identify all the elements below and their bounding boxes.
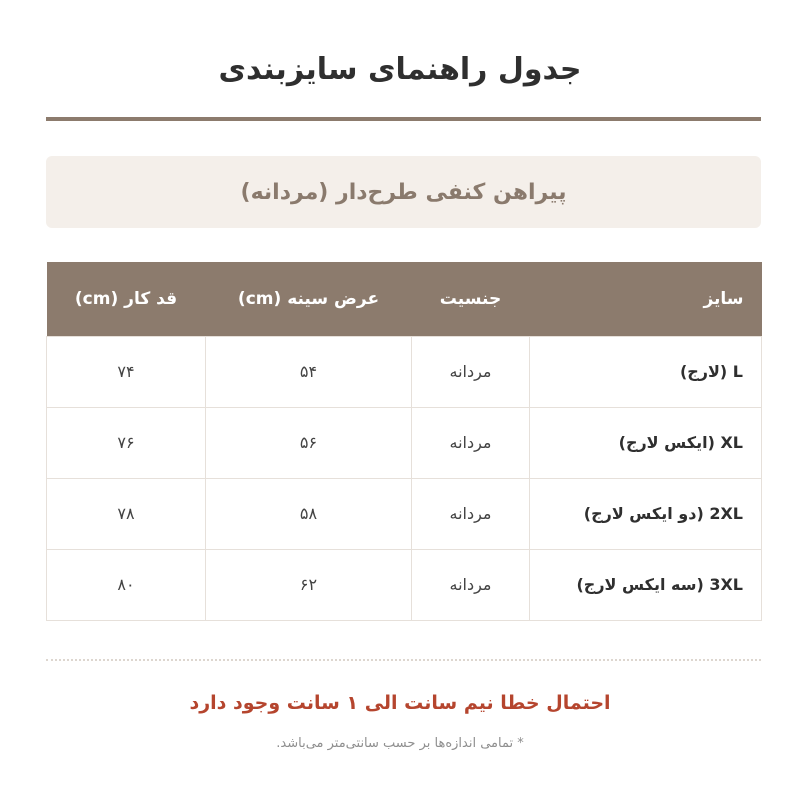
- table-row: [47, 407, 762, 478]
- units-footnote: * تمامی اندازه‌ها بر حسب سانتی‌متر می‌باشد.: [276, 736, 524, 751]
- header-gender: جنسیت: [412, 262, 530, 336]
- chest-cell: ۵۶: [206, 407, 412, 478]
- product-name: پیراهن کنفی طرح‌دار (مردانه): [240, 179, 567, 205]
- table-row: [47, 336, 762, 407]
- length-cell: ۸۰: [47, 549, 206, 620]
- header-chest-width: عرض سینه (cm): [206, 262, 412, 336]
- page-title: جدول راهنمای سایزبندی: [218, 52, 582, 87]
- table-header-row: [47, 262, 762, 336]
- header-size: سایز: [530, 262, 762, 336]
- size-cell: L (لارج): [530, 336, 762, 407]
- table-row: [47, 549, 762, 620]
- gender-cell: مردانه: [412, 549, 530, 620]
- title-divider: [46, 117, 761, 121]
- length-cell: ۷۸: [47, 478, 206, 549]
- size-table: [46, 262, 762, 621]
- chest-cell: ۵۸: [206, 478, 412, 549]
- size-cell: 2XL (دو ایکس لارج): [530, 478, 762, 549]
- dotted-divider: [46, 659, 761, 661]
- gender-cell: مردانه: [412, 336, 530, 407]
- product-banner: [46, 156, 761, 228]
- length-cell: ۷۶: [47, 407, 206, 478]
- gender-cell: مردانه: [412, 478, 530, 549]
- chest-cell: ۶۲: [206, 549, 412, 620]
- gender-cell: مردانه: [412, 407, 530, 478]
- header-length: قد کار (cm): [47, 262, 206, 336]
- length-cell: ۷۴: [47, 336, 206, 407]
- size-cell: XL (ایکس لارج): [530, 407, 762, 478]
- size-cell: 3XL (سه ایکس لارج): [530, 549, 762, 620]
- tolerance-warning: احتمال خطا نیم سانت الی ۱ سانت وجود دارد: [189, 692, 611, 714]
- table-row: [47, 478, 762, 549]
- chest-cell: ۵۴: [206, 336, 412, 407]
